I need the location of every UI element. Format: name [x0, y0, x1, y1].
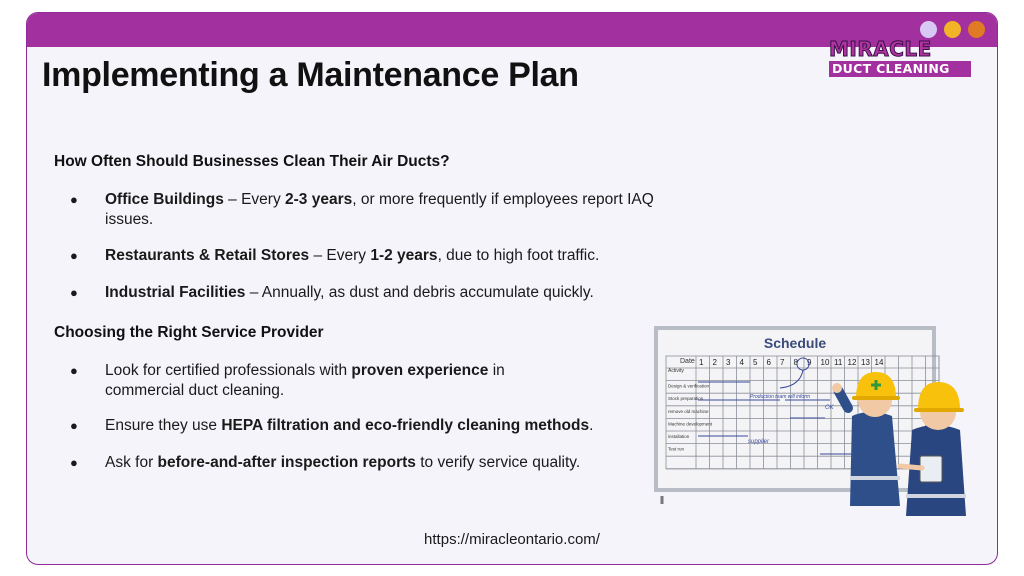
item-bold: Office Buildings: [105, 191, 224, 208]
logo-line2: DUCT CLEANING: [829, 61, 971, 77]
dot-yellow: [944, 21, 961, 38]
list-item: [54, 283, 674, 303]
item-text: – Every: [309, 247, 371, 264]
board-title: Schedule: [763, 335, 827, 351]
schedule-illustration: [630, 316, 970, 516]
bullet-icon: ●: [70, 455, 78, 470]
footer-url[interactable]: https://miracleontario.com/: [424, 531, 600, 548]
item-bold-value: 1-2 years: [370, 247, 438, 264]
note-production: Production team will inform: [750, 394, 811, 400]
item-text-tail: in commercial duct cleaning.: [105, 362, 505, 399]
item-bold: before-and-after inspection reports: [157, 454, 416, 471]
day-label: 6: [766, 358, 771, 367]
provider-list: [54, 361, 674, 473]
item-text: – Annually, as dust and debris accumulate quickly.: [245, 284, 594, 301]
item-bold: Restaurants & Retail Stores: [105, 247, 310, 264]
day-label: 1: [699, 358, 704, 367]
company-logo: [829, 38, 971, 78]
section-heading-frequency: How Often Should Businesses Clean Their Air Ducts?: [54, 153, 450, 170]
row-label: remove old machine: [668, 408, 709, 414]
list-item: [54, 453, 674, 473]
day-label: 11: [834, 358, 843, 367]
item-text: Look for certified professionals with: [105, 362, 352, 379]
row-label: installation: [668, 434, 690, 439]
day-label: 12: [847, 358, 857, 367]
day-label: 9: [807, 358, 812, 367]
bullet-icon: ●: [70, 248, 78, 263]
day-label: 5: [753, 358, 758, 367]
item-text: Ask for: [105, 454, 158, 471]
item-bold: HEPA filtration and eco-friendly cleaning methods: [221, 417, 590, 434]
day-label: 7: [780, 358, 785, 367]
window-dots: [920, 21, 985, 38]
list-item: [54, 361, 674, 401]
row-label: Machine development: [668, 421, 713, 427]
day-label: 3: [726, 358, 731, 367]
frequency-list: [54, 190, 674, 303]
row-label: Stock preparation: [668, 396, 704, 402]
item-text: Ensure they use: [105, 417, 222, 434]
bullet-icon: ●: [70, 363, 78, 378]
item-text-tail: , due to high foot traffic.: [437, 247, 600, 264]
date-label: Date: [680, 358, 695, 365]
day-label: 4: [739, 358, 744, 367]
slide-content: [54, 152, 674, 473]
item-text-tail: to verify service quality.: [415, 454, 581, 471]
item-text-tail: , or more frequently if employees report IAQ issues.: [105, 191, 654, 228]
item-text: – Every: [223, 191, 286, 208]
slide-title: Implementing a Maintenance Plan: [42, 56, 579, 94]
dot-orange: [968, 21, 985, 38]
note-supplier: supplier: [748, 439, 770, 445]
day-label: 14: [874, 358, 884, 367]
note-ok: OK: [825, 405, 834, 411]
day-label: 2: [712, 358, 717, 367]
logo-line1: MIRACLE: [829, 37, 932, 61]
day-label: 10: [820, 358, 830, 367]
list-item: [54, 246, 674, 266]
dot-lavender: [920, 21, 937, 38]
bullet-icon: ●: [70, 418, 78, 433]
day-label: 13: [861, 358, 870, 367]
bullet-icon: ●: [70, 285, 78, 300]
section-heading-provider: Choosing the Right Service Provider: [54, 324, 324, 341]
activity-label: Activity: [668, 368, 684, 374]
item-bold: Industrial Facilities: [105, 284, 246, 301]
row-label: Design & verification: [668, 383, 710, 389]
list-item: [54, 416, 674, 436]
day-label: 8: [793, 358, 798, 367]
bullet-icon: ●: [70, 192, 78, 207]
row-label: Test run: [668, 446, 685, 452]
list-item: [54, 190, 674, 230]
item-bold-value: 2-3 years: [285, 191, 353, 208]
item-text-tail: .: [589, 417, 594, 434]
item-bold: proven experience: [351, 362, 489, 379]
